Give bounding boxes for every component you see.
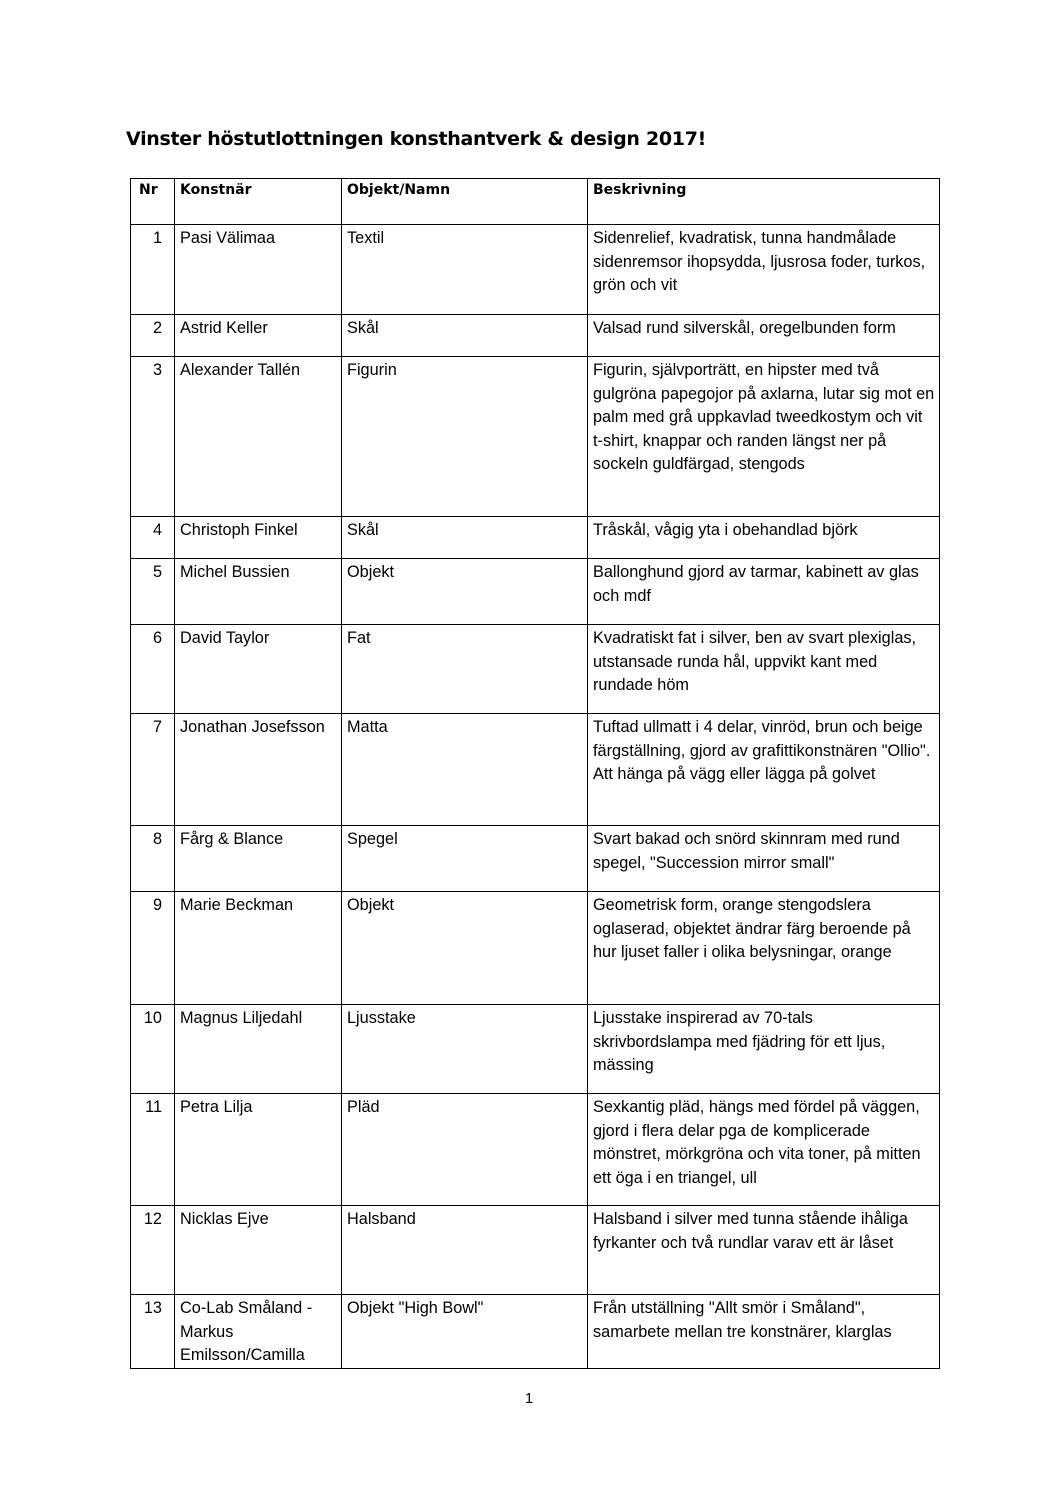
cell-description: Kvadratiskt fat i silver, ben av svart plexiglas, utstansade runda hål, uppvikt kant med rundade höm — [588, 625, 940, 714]
cell-nr: 2 — [131, 315, 175, 357]
table-row — [131, 714, 940, 826]
page-number: 1 — [524, 1390, 534, 1407]
cell-nr: 1 — [131, 225, 175, 315]
cell-artist: Pasi Välimaa — [175, 225, 342, 315]
table-row — [131, 1094, 940, 1206]
cell-description: Halsband i silver med tunna stående ihåliga fyrkanter och två rundlar varav ett är låset — [588, 1206, 940, 1295]
cell-description: Valsad rund silverskål, oregelbunden form — [588, 315, 940, 357]
cell-object: Textil — [342, 225, 588, 315]
table-row — [131, 559, 940, 625]
cell-object: Objekt "High Bowl" — [342, 1295, 588, 1369]
cell-nr: 12 — [131, 1206, 175, 1295]
cell-artist: Jonathan Josefsson — [175, 714, 342, 826]
cell-nr: 13 — [131, 1295, 175, 1369]
cell-description: Från utställning "Allt smör i Småland", samarbete mellan tre konstnärer, klarglas — [588, 1295, 940, 1369]
table-row — [131, 1206, 940, 1295]
cell-object: Skål — [342, 517, 588, 559]
cell-nr: 8 — [131, 826, 175, 892]
cell-description: Tuftad ullmatt i 4 delar, vinröd, brun och beige färgställning, gjord av grafittikonstnären "Ollio". Att hänga på vägg eller lägga på golvet — [588, 714, 940, 826]
cell-object: Fat — [342, 625, 588, 714]
cell-object: Halsband — [342, 1206, 588, 1295]
cell-nr: 5 — [131, 559, 175, 625]
cell-description: Geometrisk form, orange stengodslera oglaserad, objektet ändrar färg beroende på hur ljuset faller i olika belysningar, orange — [588, 892, 940, 1005]
cell-nr: 4 — [131, 517, 175, 559]
table-row — [131, 1295, 940, 1369]
header-artist: Konstnär — [175, 179, 342, 225]
cell-artist: Co-Lab Småland - Markus Emilsson/Camilla — [175, 1295, 342, 1369]
cell-object: Skål — [342, 315, 588, 357]
cell-artist: Nicklas Ejve — [175, 1206, 342, 1295]
document-title: Vinster höstutlottningen konsthantverk & design 2017! — [126, 128, 707, 150]
cell-object: Objekt — [342, 559, 588, 625]
cell-nr: 6 — [131, 625, 175, 714]
table-row — [131, 225, 940, 315]
cell-description: Ljusstake inspirerad av 70-tals skrivbordslampa med fjädring för ett ljus, mässing — [588, 1005, 940, 1094]
cell-artist: Magnus Liljedahl — [175, 1005, 342, 1094]
cell-artist: David Taylor — [175, 625, 342, 714]
cell-artist: Marie Beckman — [175, 892, 342, 1005]
cell-object: Objekt — [342, 892, 588, 1005]
cell-object: Spegel — [342, 826, 588, 892]
table-row — [131, 892, 940, 1005]
cell-artist: Astrid Keller — [175, 315, 342, 357]
cell-object: Pläd — [342, 1094, 588, 1206]
cell-artist: Alexander Tallén — [175, 357, 342, 517]
table-header-row — [131, 179, 940, 225]
header-object: Objekt/Namn — [342, 179, 588, 225]
cell-artist: Michel Bussien — [175, 559, 342, 625]
cell-description: Ballonghund gjord av tarmar, kabinett av glas och mdf — [588, 559, 940, 625]
cell-artist: Christoph Finkel — [175, 517, 342, 559]
table-row — [131, 315, 940, 357]
header-description: Beskrivning — [588, 179, 940, 225]
cell-nr: 10 — [131, 1005, 175, 1094]
table-row — [131, 826, 940, 892]
table-row — [131, 1005, 940, 1094]
cell-description: Figurin, självporträtt, en hipster med två gulgröna papegojor på axlarna, lutar sig mot en palm med grå uppkavlad tweedkostym och vit t-shirt, knappar och randen längst ner på sockeln guldfärgad, stengods — [588, 357, 940, 517]
cell-object: Figurin — [342, 357, 588, 517]
cell-description: Tråskål, vågig yta i obehandlad björk — [588, 517, 940, 559]
cell-description: Sidenrelief, kvadratisk, tunna handmålade sidenremsor ihopsydda, ljusrosa foder, turkos, grön och vit — [588, 225, 940, 315]
header-nr: Nr — [131, 179, 175, 225]
cell-description: Sexkantig pläd, hängs med fördel på väggen, gjord i flera delar pga de komplicerade mönstret, mörkgröna och vita toner, på mitten ett öga i en triangel, ull — [588, 1094, 940, 1206]
cell-description: Svart bakad och snörd skinnram med rund spegel, "Succession mirror small" — [588, 826, 940, 892]
cell-artist: Fårg & Blance — [175, 826, 342, 892]
cell-object: Matta — [342, 714, 588, 826]
cell-nr: 11 — [131, 1094, 175, 1206]
table-row — [131, 517, 940, 559]
table-row — [131, 357, 940, 517]
cell-nr: 3 — [131, 357, 175, 517]
cell-object: Ljusstake — [342, 1005, 588, 1094]
cell-nr: 9 — [131, 892, 175, 1005]
table-row — [131, 625, 940, 714]
cell-nr: 7 — [131, 714, 175, 826]
prize-table — [130, 178, 940, 1369]
cell-artist: Petra Lilja — [175, 1094, 342, 1206]
